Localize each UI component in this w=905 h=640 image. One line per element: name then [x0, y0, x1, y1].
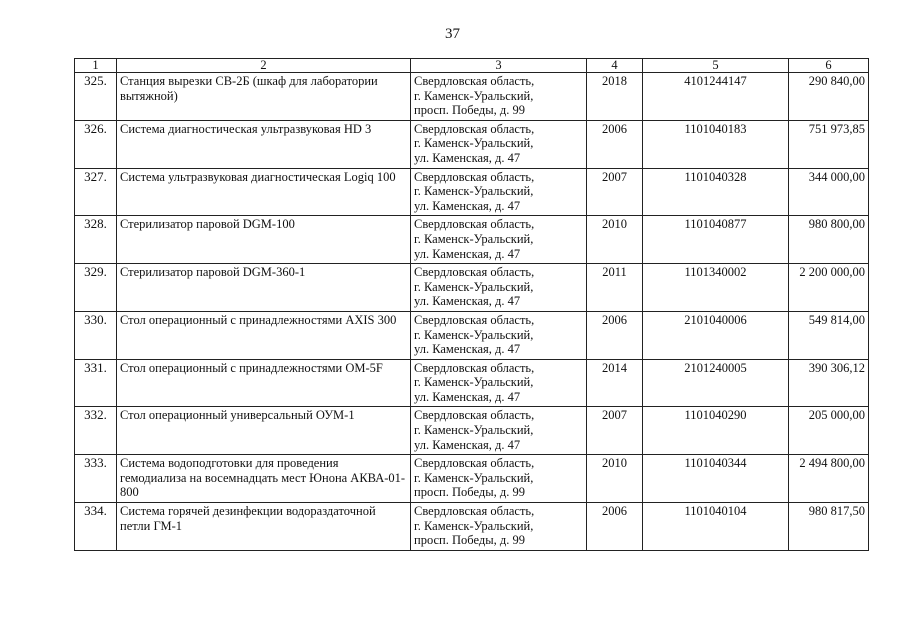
item-year: 2006	[587, 120, 643, 168]
address-line: ул. Каменская, д. 47	[414, 342, 521, 357]
item-name: Стерилизатор паровой DGM-100	[117, 216, 411, 264]
row-number: 325.	[75, 73, 117, 121]
address-line: просп. Победы, д. 99	[414, 533, 525, 548]
table-row	[75, 311, 869, 359]
header-row	[75, 59, 869, 73]
header-col-3: 3	[411, 59, 587, 73]
row-number: 328.	[75, 216, 117, 264]
item-year: 2007	[587, 168, 643, 216]
item-year: 2014	[587, 359, 643, 407]
address-line: Свердловская область,	[414, 360, 535, 375]
address-line: Свердловская область,	[414, 408, 535, 423]
row-number: 326.	[75, 120, 117, 168]
address-line: ул. Каменская, д. 47	[414, 198, 521, 213]
item-year: 2006	[587, 311, 643, 359]
item-cost: 2 200 000,00	[789, 264, 869, 312]
item-year: 2010	[587, 455, 643, 503]
address-line: Свердловская область,	[414, 169, 535, 184]
address-line: г. Каменск-Уральский,	[414, 375, 534, 390]
item-address	[411, 216, 587, 264]
address-line: г. Каменск-Уральский,	[414, 88, 534, 103]
row-number: 329.	[75, 264, 117, 312]
item-year: 2011	[587, 264, 643, 312]
item-inventory-number: 1101040344	[643, 455, 789, 503]
row-number: 330.	[75, 311, 117, 359]
item-address	[411, 407, 587, 455]
address-line: г. Каменск-Уральский,	[414, 279, 534, 294]
item-address	[411, 264, 587, 312]
address-line: Свердловская область,	[414, 456, 535, 471]
table-row	[75, 264, 869, 312]
address-line: г. Каменск-Уральский,	[414, 518, 534, 533]
table-row	[75, 503, 869, 551]
header-col-5: 5	[643, 59, 789, 73]
header-col-1: 1	[75, 59, 117, 73]
item-address	[411, 311, 587, 359]
item-address	[411, 73, 587, 121]
item-year: 2018	[587, 73, 643, 121]
item-name: Стерилизатор паровой DGM-360-1	[117, 264, 411, 312]
item-cost: 290 840,00	[789, 73, 869, 121]
item-name: Станция вырезки СВ-2Б (шкаф для лаборатории вытяжной)	[117, 73, 411, 121]
item-year: 2006	[587, 503, 643, 551]
property-table	[74, 58, 869, 551]
table-row	[75, 455, 869, 503]
address-line: Свердловская область,	[414, 217, 535, 232]
item-inventory-number: 2101240005	[643, 359, 789, 407]
item-inventory-number: 1101040290	[643, 407, 789, 455]
address-line: г. Каменск-Уральский,	[414, 423, 534, 438]
item-cost: 344 000,00	[789, 168, 869, 216]
row-number: 332.	[75, 407, 117, 455]
address-line: ул. Каменская, д. 47	[414, 389, 521, 404]
header-col-2: 2	[117, 59, 411, 73]
item-inventory-number: 1101040183	[643, 120, 789, 168]
row-number: 333.	[75, 455, 117, 503]
item-address	[411, 120, 587, 168]
address-line: ул. Каменская, д. 47	[414, 246, 521, 261]
item-name: Система горячей дезинфекции водораздаточной петли ГМ-1	[117, 503, 411, 551]
address-line: просп. Победы, д. 99	[414, 103, 525, 118]
item-address	[411, 168, 587, 216]
table-row	[75, 120, 869, 168]
table-row	[75, 168, 869, 216]
address-line: Свердловская область,	[414, 312, 535, 327]
address-line: ул. Каменская, д. 47	[414, 294, 521, 309]
item-cost: 2 494 800,00	[789, 455, 869, 503]
table-row	[75, 359, 869, 407]
table-row	[75, 407, 869, 455]
row-number: 327.	[75, 168, 117, 216]
item-cost: 549 814,00	[789, 311, 869, 359]
item-inventory-number: 1101040104	[643, 503, 789, 551]
address-line: просп. Победы, д. 99	[414, 485, 525, 500]
item-name: Стол операционный универсальный ОУМ-1	[117, 407, 411, 455]
table-row	[75, 73, 869, 121]
address-line: г. Каменск-Уральский,	[414, 327, 534, 342]
item-name: Система водоподготовки для проведения гемодиализа на восемнадцать мест Юнона АКВА-01-800	[117, 455, 411, 503]
item-inventory-number: 1101040328	[643, 168, 789, 216]
item-address	[411, 359, 587, 407]
item-cost: 205 000,00	[789, 407, 869, 455]
address-line: ул. Каменская, д. 47	[414, 150, 521, 165]
address-line: Свердловская область,	[414, 121, 535, 136]
row-number: 331.	[75, 359, 117, 407]
item-name: Стол операционный с принадлежностями ОМ-5F	[117, 359, 411, 407]
item-cost: 751 973,85	[789, 120, 869, 168]
item-cost: 980 817,50	[789, 503, 869, 551]
address-line: Свердловская область,	[414, 74, 535, 88]
item-name: Система ультразвуковая диагностическая Logiq 100	[117, 168, 411, 216]
header-col-4: 4	[587, 59, 643, 73]
item-inventory-number: 1101040877	[643, 216, 789, 264]
item-address	[411, 503, 587, 551]
item-cost: 980 800,00	[789, 216, 869, 264]
header-col-6: 6	[789, 59, 869, 73]
address-line: г. Каменск-Уральский,	[414, 136, 534, 151]
address-line: г. Каменск-Уральский,	[414, 184, 534, 199]
item-cost: 390 306,12	[789, 359, 869, 407]
address-line: Свердловская область,	[414, 265, 535, 280]
item-address	[411, 455, 587, 503]
page-number: 37	[445, 26, 460, 42]
address-line: г. Каменск-Уральский,	[414, 470, 534, 485]
address-line: Свердловская область,	[414, 504, 535, 519]
item-year: 2010	[587, 216, 643, 264]
item-name: Система диагностическая ультразвуковая HD 3	[117, 120, 411, 168]
address-line: г. Каменск-Уральский,	[414, 231, 534, 246]
table-row	[75, 216, 869, 264]
item-inventory-number: 2101040006	[643, 311, 789, 359]
item-inventory-number: 4101244147	[643, 73, 789, 121]
address-line: ул. Каменская, д. 47	[414, 437, 521, 452]
row-number: 334.	[75, 503, 117, 551]
item-inventory-number: 1101340002	[643, 264, 789, 312]
item-name: Стол операционный с принадлежностями AXIS 300	[117, 311, 411, 359]
item-year: 2007	[587, 407, 643, 455]
